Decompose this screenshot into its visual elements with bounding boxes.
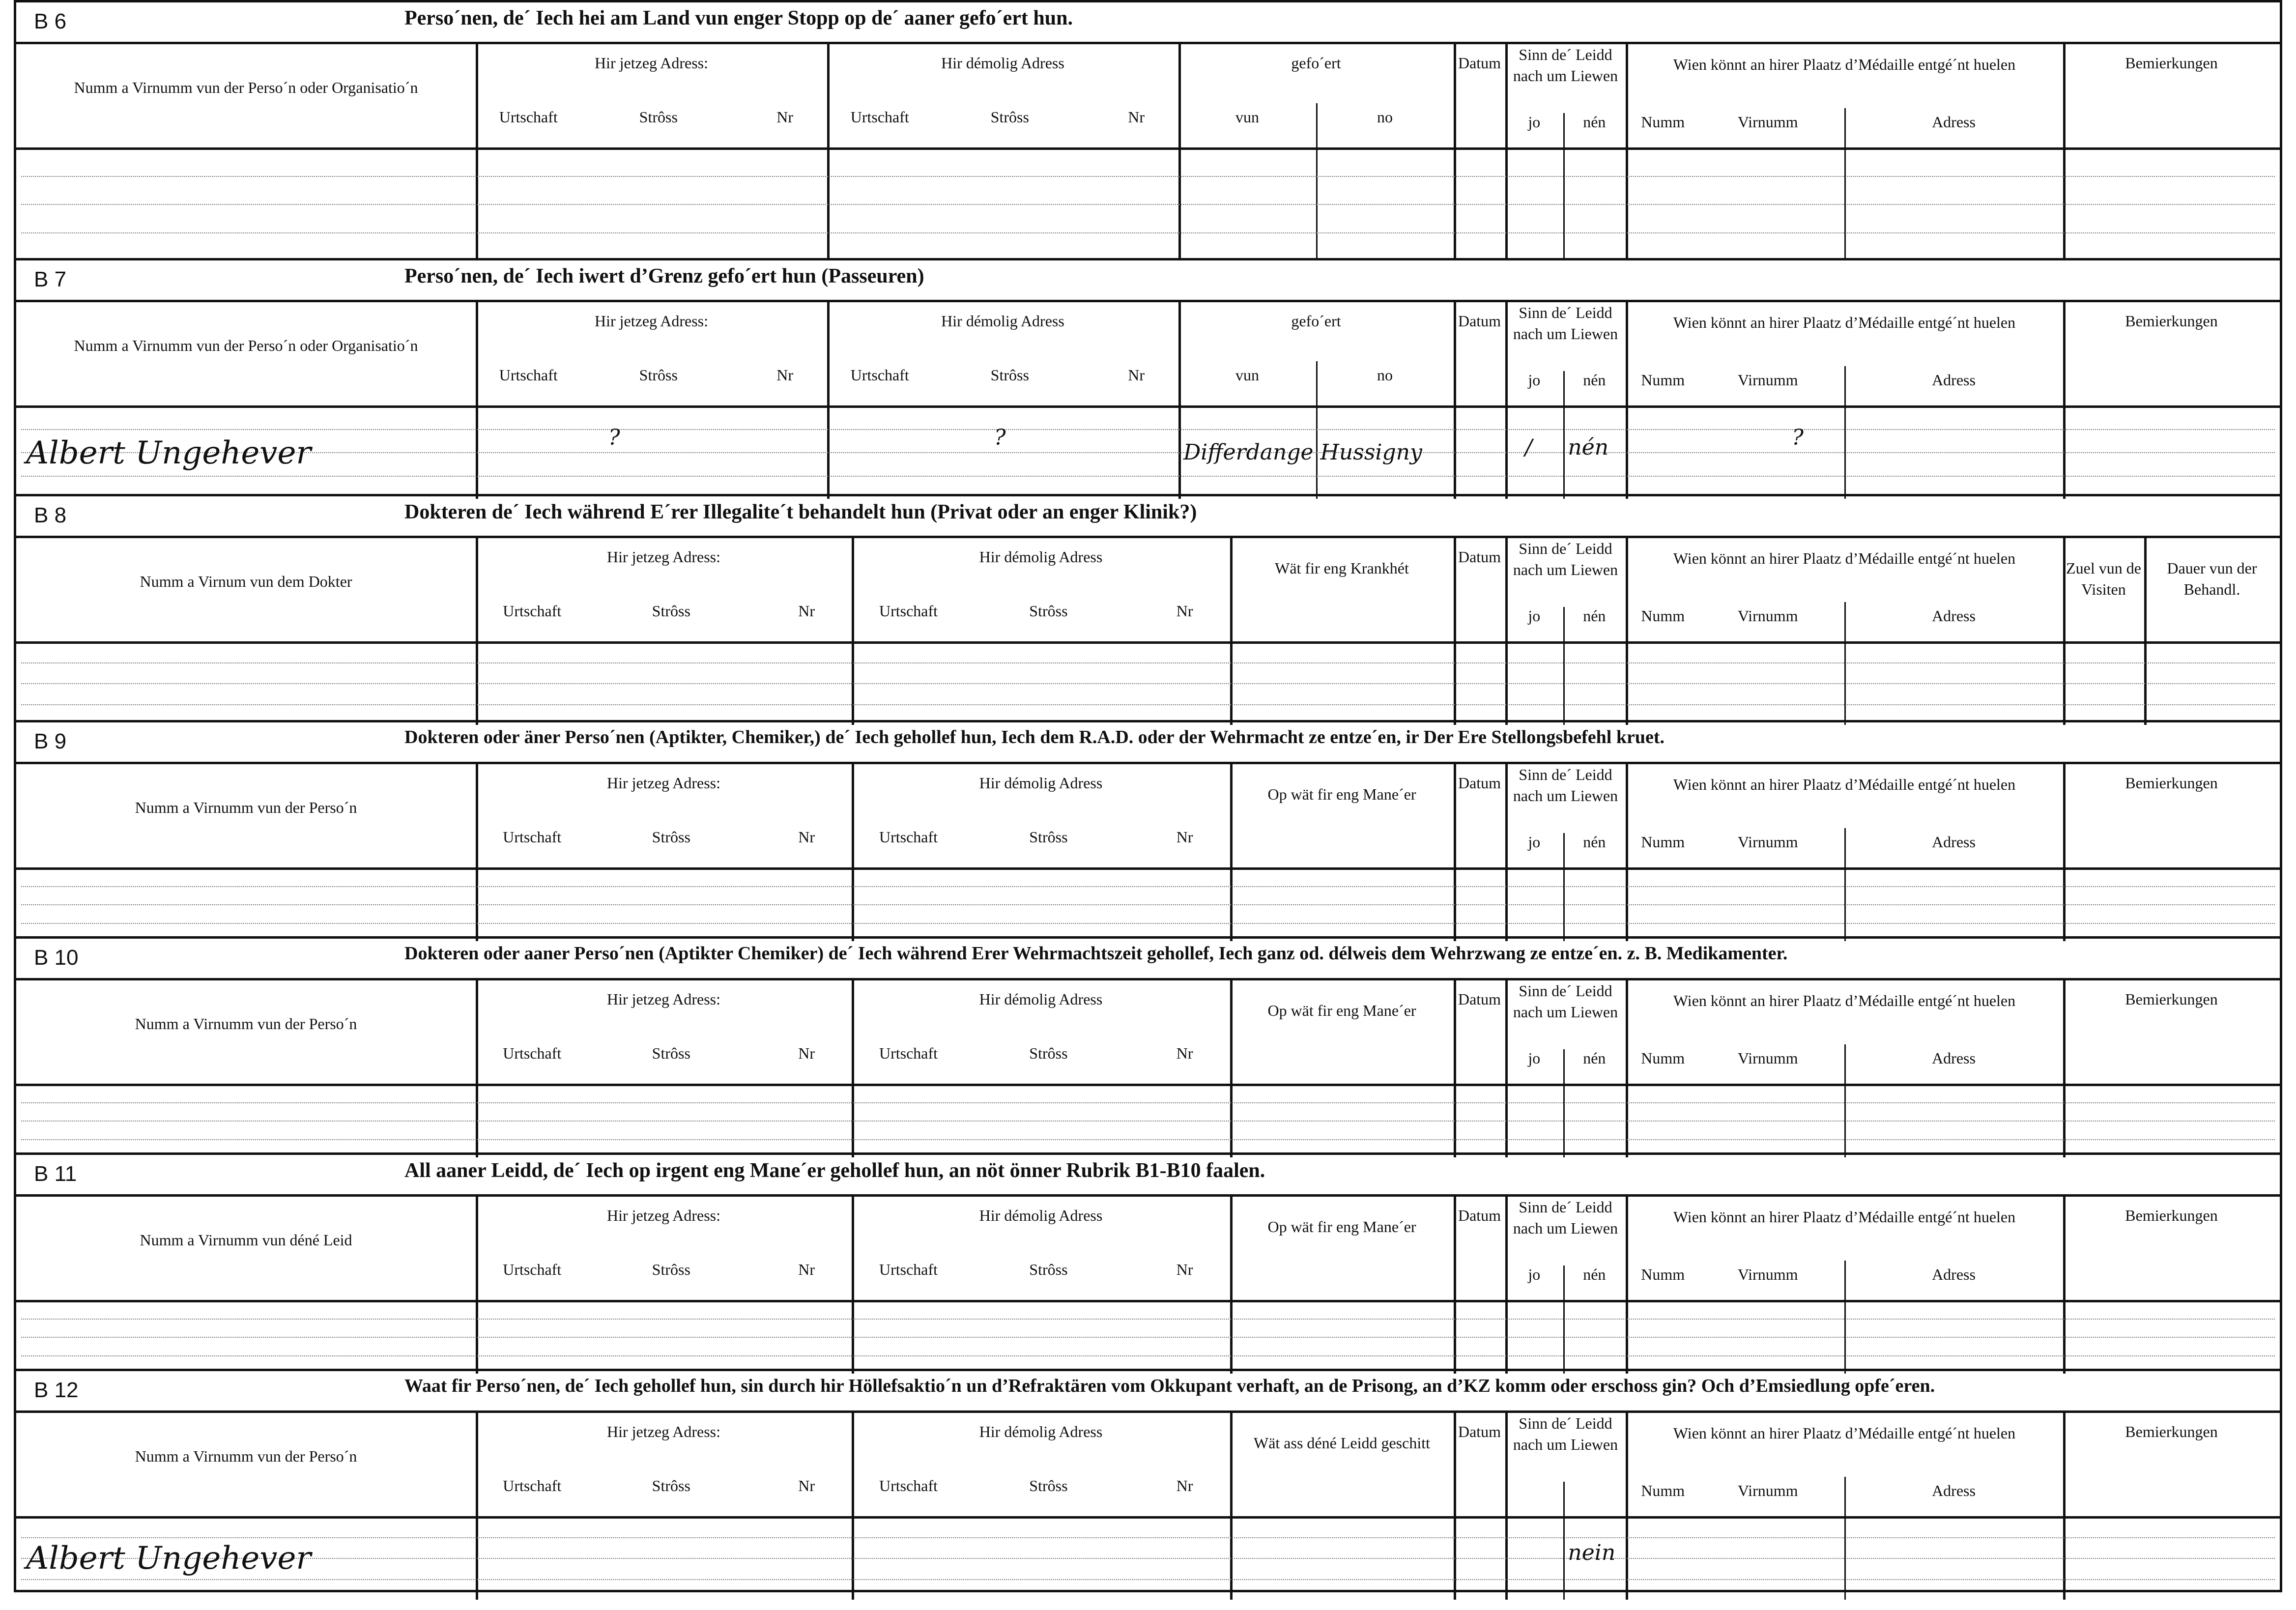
address-sub-label: Strôss <box>652 828 690 846</box>
medal-divider <box>1844 1261 1846 1374</box>
section-code: B 8 <box>34 503 67 527</box>
medal-name-label: Numm <box>1641 1482 1685 1499</box>
address-sub-label: Strôss <box>1029 1261 1068 1278</box>
column-datum: Datum <box>1458 548 1501 566</box>
writing-line <box>21 704 2275 705</box>
column-datum: Datum <box>1458 312 1501 330</box>
column-medal-recipient: Wien könnt an hirer Plaatz d’Médaille entgé´nt huelen <box>1673 992 2016 1009</box>
alive-no-label: nén <box>1583 113 1606 131</box>
column-divider <box>1505 1197 1508 1374</box>
section-title: All aaner Leidd, de´ Iech op irgent eng Mane´er gehollef hun, an nöt önner Rubrik B1-B10 faalen. <box>404 1159 1265 1182</box>
writing-line <box>21 662 2275 663</box>
column-escorted: gefo´ert <box>1291 54 1341 72</box>
handwritten-alive-no: nein <box>1568 1540 1616 1565</box>
address-sub-label: Strôss <box>1029 1477 1068 1495</box>
column-name-header: Numm a Virnumm vun der Perso´n <box>135 1015 357 1033</box>
column-remarks: Bemierkungen <box>2125 1423 2218 1440</box>
column-current-address: Hir jetzeg Adress: <box>606 774 721 792</box>
column-divider <box>2063 44 2066 260</box>
address-sub-label: Urtschaft <box>850 366 909 384</box>
alive-no-label: nén <box>1583 607 1606 625</box>
section-table <box>16 978 2280 1157</box>
writing-line <box>21 232 2275 233</box>
column-medal-recipient: Wien könnt an hirer Plaatz d’Médaille entgé´nt huelen <box>1673 549 2016 567</box>
column-remarks: Bemierkungen <box>2125 312 2218 330</box>
section-title: Perso´nen, de´ Iech iwert d’Grenz gefo´ert hun (Passeuren) <box>404 265 924 288</box>
column-divider <box>1230 764 1233 941</box>
address-sub-label: Nr <box>776 108 794 126</box>
address-sub-label: Nr <box>798 1261 815 1278</box>
header-rule <box>16 1516 2280 1519</box>
column-medal-recipient: Wien könnt an hirer Plaatz d’Médaille entgé´nt huelen <box>1673 314 2016 331</box>
alive-no-label: nén <box>1583 1049 1606 1067</box>
alive-yes-label: jo <box>1528 607 1541 625</box>
column-divider <box>827 302 830 499</box>
medal-name-label: Numm <box>1641 113 1685 131</box>
column-how: Op wät fir eng Mane´er <box>1267 1002 1416 1019</box>
address-sub-label: Urtschaft <box>879 1477 938 1495</box>
column-former-address: Hir démolig Adress <box>941 54 1064 72</box>
section-title: Waat fir Perso´nen, de´ Iech gehollef hun, sin durch hir Höllefsaktio´n un d’Refraktären vom Okkupant verhaft, an de Prisong, an d’KZ komm oder erschoss gin? Och d’Emsiedlung opfe´eren. <box>404 1376 1935 1396</box>
address-sub-label: Urtschaft <box>879 828 938 846</box>
section-b6 <box>16 2 2280 258</box>
section-code: B 10 <box>34 946 79 970</box>
column-remarks: Bemierkungen <box>2125 990 2218 1008</box>
section-table <box>16 1194 2280 1374</box>
alive-yes-label: jo <box>1528 1265 1541 1283</box>
column-divider <box>1626 302 1628 499</box>
column-divider <box>1626 538 1628 725</box>
alive-divider <box>1563 1482 1565 1600</box>
address-sub-label: Nr <box>1176 1477 1193 1495</box>
column-former-address: Hir démolig Adress <box>979 990 1103 1008</box>
address-sub-label: Nr <box>798 602 815 620</box>
header-rule <box>16 147 2280 150</box>
medal-name-label: Numm <box>1641 607 1685 625</box>
column-former-address: Hir démolig Adress <box>979 1207 1103 1224</box>
medal-address-label: Adress <box>1932 1265 1976 1283</box>
section-code: B 12 <box>34 1378 79 1402</box>
column-current-address: Hir jetzeg Adress: <box>606 548 721 566</box>
column-still-alive: Sinn de´ Leidd nach um Liewen <box>1513 766 1618 805</box>
header-rule <box>16 405 2280 408</box>
column-divider <box>1505 302 1508 499</box>
column-visits: Zuel vun de Visiten <box>2066 559 2141 599</box>
writing-line <box>21 1139 2275 1140</box>
section-table <box>16 300 2280 499</box>
column-divider <box>1178 302 1181 499</box>
address-sub-label: Strôss <box>1029 828 1068 846</box>
writing-line <box>21 1579 2275 1580</box>
column-name-header: Numm a Virnumm vun der Perso´n oder Organisatio´n <box>74 337 418 354</box>
column-name-header: Numm a Virnumm vun der Perso´n <box>135 799 357 816</box>
column-still-alive: Sinn de´ Leidd nach um Liewen <box>1513 1198 1618 1237</box>
writing-line <box>21 429 2275 430</box>
address-sub-label: Urtschaft <box>503 1044 562 1062</box>
handwritten-current-address: ? <box>608 425 620 450</box>
column-medal-recipient: Wien könnt an hirer Plaatz d’Médaille entgé´nt huelen <box>1673 1424 2016 1442</box>
escorted-to-label: no <box>1377 366 1393 384</box>
section-code: B 9 <box>34 729 67 753</box>
column-remarks: Bemierkungen <box>2125 54 2218 72</box>
address-sub-label: Urtschaft <box>850 108 909 126</box>
column-how: Wät fir eng Krankhét <box>1275 559 1409 577</box>
address-sub-label: Nr <box>1176 602 1193 620</box>
alive-no-label: nén <box>1583 1265 1606 1283</box>
writing-line <box>21 1102 2275 1103</box>
address-sub-label: Nr <box>1176 828 1193 846</box>
medal-firstname-label: Virnumm <box>1737 1049 1798 1067</box>
column-divider <box>1626 980 1628 1157</box>
section-table <box>16 1410 2280 1600</box>
column-former-address: Hir démolig Adress <box>979 548 1103 566</box>
column-datum: Datum <box>1458 1207 1501 1224</box>
address-sub-label: Urtschaft <box>503 1261 562 1278</box>
writing-line <box>21 904 2275 905</box>
medal-name-label: Numm <box>1641 1265 1685 1283</box>
alive-yes-label: jo <box>1528 371 1541 389</box>
writing-line <box>21 204 2275 205</box>
column-how: Op wät fir eng Mane´er <box>1267 1218 1416 1236</box>
medal-firstname-label: Virnumm <box>1737 1265 1798 1283</box>
column-divider <box>852 1413 854 1600</box>
medal-firstname-label: Virnumm <box>1737 1482 1798 1499</box>
column-medal-recipient: Wien könnt an hirer Plaatz d’Médaille entgé´nt huelen <box>1673 56 2016 73</box>
column-divider <box>1505 1413 1508 1600</box>
column-remarks: Bemierkungen <box>2125 1207 2218 1224</box>
medal-divider <box>1844 828 1846 941</box>
writing-line <box>21 886 2275 887</box>
form-page <box>14 0 2282 1592</box>
address-sub-label: Urtschaft <box>879 602 938 620</box>
medal-name-label: Numm <box>1641 833 1685 851</box>
column-datum: Datum <box>1458 1423 1501 1440</box>
medal-address-label: Adress <box>1932 607 1976 625</box>
writing-line <box>21 476 2275 477</box>
handwritten-medal: ? <box>1792 425 1804 450</box>
handwritten-name: Albert Ungehever <box>26 1540 311 1577</box>
section-header <box>16 2 2280 38</box>
medal-firstname-label: Virnumm <box>1737 113 1798 131</box>
column-former-address: Hir démolig Adress <box>979 774 1103 792</box>
column-datum: Datum <box>1458 774 1501 792</box>
medal-firstname-label: Virnumm <box>1737 371 1798 389</box>
section-title: Dokteren oder aaner Perso´nen (Aptikter Chemiker) de´ Iech während Erer Wehrmachtszeit gehollef, Iech ganz od. délweis dem Wehrzwang ze entze´en. z. B. Medikamenter. <box>404 943 1788 964</box>
medal-address-label: Adress <box>1932 833 1976 851</box>
address-sub-label: Urtschaft <box>499 366 558 384</box>
address-sub-label: Strôss <box>990 366 1029 384</box>
column-divider <box>1454 1413 1456 1600</box>
column-divider <box>1230 1197 1233 1374</box>
column-escorted: gefo´ert <box>1291 312 1341 330</box>
address-sub-label: Strôss <box>1029 1044 1068 1062</box>
writing-line <box>21 1355 2275 1356</box>
medal-divider <box>1844 1044 1846 1157</box>
section-table <box>16 536 2280 725</box>
handwritten-name: Albert Ungehever <box>26 434 311 471</box>
section-b7 <box>16 258 2280 494</box>
section-code: B 7 <box>34 267 67 291</box>
section-code: B 6 <box>34 9 67 33</box>
writing-line <box>21 1537 2275 1538</box>
address-sub-label: Urtschaft <box>503 602 562 620</box>
column-still-alive: Sinn de´ Leidd nach um Liewen <box>1513 304 1618 343</box>
column-divider <box>476 44 478 260</box>
section-header <box>16 1371 2280 1407</box>
column-medal-recipient: Wien könnt an hirer Plaatz d’Médaille entgé´nt huelen <box>1673 1208 2016 1226</box>
column-former-address: Hir démolig Adress <box>941 312 1064 330</box>
alive-no-label: nén <box>1583 833 1606 851</box>
column-duration: Dauer vun der Behandl. <box>2167 559 2257 599</box>
handwritten-escorted: Differdange Hussigny <box>1183 439 1422 465</box>
address-sub-label: Strôss <box>1029 602 1068 620</box>
column-still-alive: Sinn de´ Leidd nach um Liewen <box>1513 540 1618 579</box>
escorted-from-label: vun <box>1235 366 1259 384</box>
column-divider <box>476 1413 478 1600</box>
section-title: Dokteren oder äner Perso´nen (Aptikter, Chemiker,) de´ Iech gehollef hun, Iech dem R.A.D. oder der Wehrmacht ze entze´en, ir Der Ere Stellongsbefehl kruet. <box>404 727 1665 748</box>
alive-yes-label: jo <box>1528 113 1541 131</box>
medal-address-label: Adress <box>1932 1482 1976 1499</box>
writing-line <box>21 1337 2275 1338</box>
column-name-header: Numm a Virnumm vun déné Leid <box>140 1231 352 1249</box>
address-sub-label: Nr <box>1128 108 1145 126</box>
address-sub-label: Urtschaft <box>503 828 562 846</box>
column-divider <box>1626 1197 1628 1374</box>
medal-name-label: Numm <box>1641 1049 1685 1067</box>
column-still-alive: Sinn de´ Leidd nach um Liewen <box>1513 1414 1618 1454</box>
medal-name-label: Numm <box>1641 371 1685 389</box>
address-sub-label: Nr <box>798 1044 815 1062</box>
address-sub-label: Nr <box>776 366 794 384</box>
escorted-from-label: vun <box>1235 108 1259 126</box>
address-sub-label: Nr <box>1176 1044 1193 1062</box>
address-sub-label: Strôss <box>990 108 1029 126</box>
address-sub-label: Nr <box>1176 1261 1193 1278</box>
writing-line <box>21 1558 2275 1559</box>
column-current-address: Hir jetzeg Adress: <box>594 312 709 330</box>
column-current-address: Hir jetzeg Adress: <box>594 54 709 72</box>
header-rule <box>16 867 2280 870</box>
column-name-header: Numm a Virnumm vun der Perso´n <box>135 1447 357 1465</box>
medal-firstname-label: Virnumm <box>1737 607 1798 625</box>
column-still-alive: Sinn de´ Leidd nach um Liewen <box>1513 46 1618 85</box>
header-rule <box>16 1300 2280 1302</box>
header-rule <box>16 641 2280 644</box>
column-divider <box>2063 1413 2066 1600</box>
address-sub-label: Nr <box>798 828 815 846</box>
column-name-header: Numm a Virnum vun dem Dokter <box>140 573 352 590</box>
alive-no-label: nén <box>1583 371 1606 389</box>
medal-divider <box>1844 366 1846 499</box>
column-medal-recipient: Wien könnt an hirer Plaatz d’Médaille entgé´nt huelen <box>1673 776 2016 793</box>
column-current-address: Hir jetzeg Adress: <box>606 990 721 1008</box>
section-title: Perso´nen, de´ Iech hei am Land vun enger Stopp op de´ aaner gefo´ert hun. <box>404 7 1073 29</box>
mid-divider <box>1316 103 1318 260</box>
section-b11 <box>16 1152 2280 1369</box>
handwritten-alive-yes: / <box>1525 434 1532 460</box>
address-sub-label: Urtschaft <box>879 1261 938 1278</box>
column-divider <box>1454 44 1456 260</box>
section-b8 <box>16 494 2280 720</box>
section-header <box>16 722 2280 758</box>
header-rule <box>16 1084 2280 1086</box>
address-sub-label: Strôss <box>639 108 678 126</box>
column-datum: Datum <box>1458 990 1501 1008</box>
column-current-address: Hir jetzeg Adress: <box>606 1423 721 1440</box>
column-divider <box>1454 302 1456 499</box>
column-divider <box>1505 980 1508 1157</box>
column-divider <box>1505 44 1508 260</box>
escorted-to-label: no <box>1377 108 1393 126</box>
column-former-address: Hir démolig Adress <box>979 1423 1103 1440</box>
medal-address-label: Adress <box>1932 1049 1976 1067</box>
column-divider <box>1626 44 1628 260</box>
address-sub-label: Urtschaft <box>499 108 558 126</box>
column-divider <box>476 538 478 725</box>
column-divider <box>1230 1413 1233 1600</box>
address-sub-label: Nr <box>1128 366 1145 384</box>
column-divider <box>1626 764 1628 941</box>
column-datum: Datum <box>1458 54 1501 72</box>
section-b9 <box>16 720 2280 936</box>
column-remarks: Bemierkungen <box>2125 774 2218 792</box>
section-header <box>16 1155 2280 1190</box>
column-divider <box>476 302 478 499</box>
section-header <box>16 496 2280 532</box>
alive-yes-label: jo <box>1528 1049 1541 1067</box>
address-sub-label: Urtschaft <box>503 1477 562 1495</box>
address-sub-label: Strôss <box>652 1261 690 1278</box>
address-sub-label: Strôss <box>639 366 678 384</box>
medal-divider <box>1844 1477 1846 1600</box>
section-header <box>16 260 2280 296</box>
handwritten-former-address: ? <box>994 425 1006 450</box>
column-divider <box>852 538 854 725</box>
section-code: B 11 <box>34 1162 77 1186</box>
medal-divider <box>1844 602 1846 725</box>
address-sub-label: Strôss <box>652 602 690 620</box>
writing-line <box>21 1319 2275 1320</box>
section-b10 <box>16 936 2280 1152</box>
alive-divider <box>1563 371 1565 499</box>
column-how: Op wät fir eng Mane´er <box>1267 785 1416 803</box>
medal-address-label: Adress <box>1932 113 1976 131</box>
section-table <box>16 42 2280 260</box>
writing-line <box>21 452 2275 453</box>
section-title: Dokteren de´ Iech während E´rer Illegalite´t behandelt hun (Privat oder an enger Klinik?) <box>404 501 1197 523</box>
writing-line <box>21 176 2275 177</box>
column-divider <box>1505 538 1508 725</box>
handwritten-alive-no: nén <box>1568 434 1609 460</box>
column-divider <box>1505 764 1508 941</box>
alive-divider <box>1563 113 1565 260</box>
address-sub-label: Urtschaft <box>879 1044 938 1062</box>
column-divider <box>1230 980 1233 1157</box>
column-divider <box>2144 538 2147 725</box>
alive-yes-label: jo <box>1528 833 1541 851</box>
section-table <box>16 762 2280 941</box>
medal-divider <box>1844 108 1846 260</box>
section-b12 <box>16 1369 2280 1595</box>
address-sub-label: Strôss <box>652 1044 690 1062</box>
column-divider <box>1454 538 1456 725</box>
column-how: Wät ass déné Leidd geschitt <box>1254 1434 1430 1452</box>
column-still-alive: Sinn de´ Leidd nach um Liewen <box>1513 982 1618 1021</box>
column-divider <box>1230 538 1233 725</box>
column-divider <box>1626 1413 1628 1600</box>
column-divider <box>2063 302 2066 499</box>
column-current-address: Hir jetzeg Adress: <box>606 1207 721 1224</box>
address-sub-label: Nr <box>798 1477 815 1495</box>
column-divider <box>827 44 830 260</box>
section-header <box>16 939 2280 974</box>
address-sub-label: Strôss <box>652 1477 690 1495</box>
writing-line <box>21 683 2275 684</box>
column-divider <box>1178 44 1181 260</box>
medal-firstname-label: Virnumm <box>1737 833 1798 851</box>
medal-address-label: Adress <box>1932 371 1976 389</box>
writing-line <box>21 923 2275 924</box>
column-name-header: Numm a Virnumm vun der Perso´n oder Organisatio´n <box>74 79 418 96</box>
